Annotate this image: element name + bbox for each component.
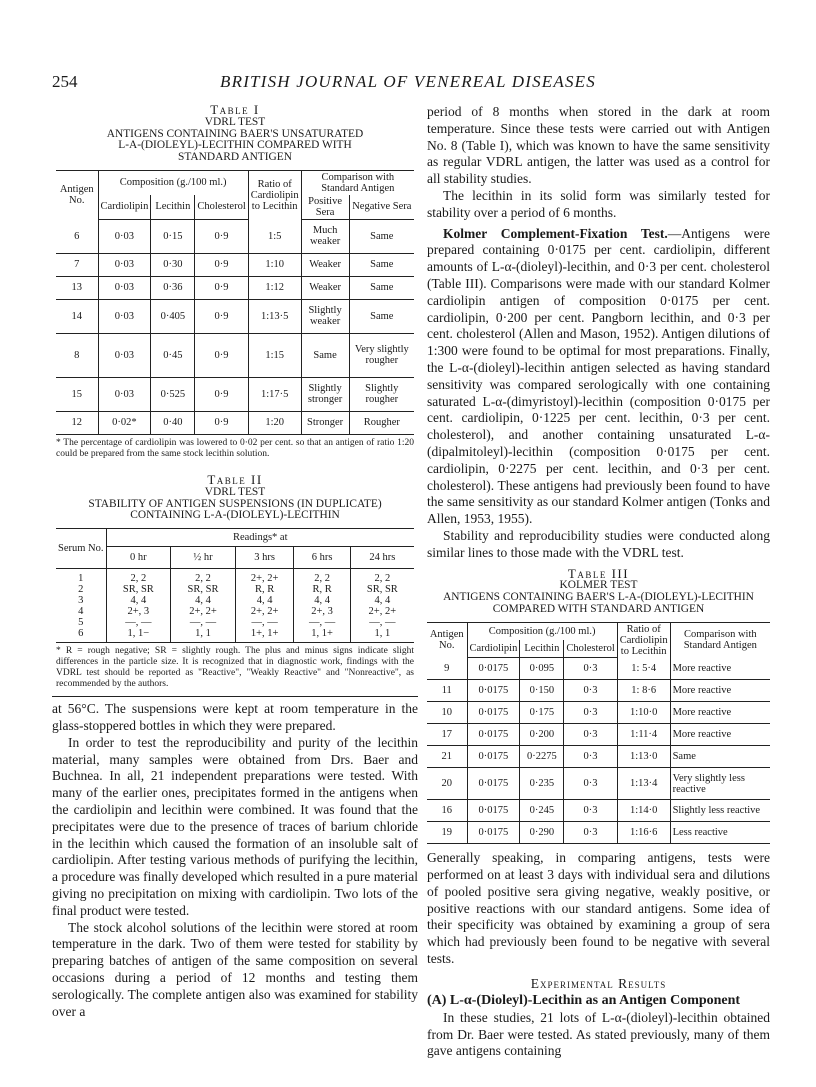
- paragraph: The stock alcohol solutions of the lecithin were stored at room temperature in the dark. Two of them were tested for stability by preparing batches of antigen of the same composition on several occasions during a period of 12 months and testing them serologically. The complete antigen also was examined for stability over a: [52, 919, 418, 1019]
- table-cell: Stronger: [301, 411, 349, 434]
- table-row: [427, 746, 770, 768]
- table-cell: 0·36: [151, 276, 195, 299]
- table1-caption-line: VDRL TEST: [204, 115, 266, 128]
- table-cell: 0·9: [195, 299, 248, 333]
- table-row: [427, 724, 770, 746]
- table-cell: 1:13·4: [617, 768, 670, 800]
- table-cell: 0·45: [151, 333, 195, 377]
- table-cell: Less reactive: [670, 822, 770, 844]
- table3-header-ratio: Ratio of Cardiolipin to Lecithin: [617, 622, 670, 658]
- paragraph-text: —Antigens were prepared containing 0·0175 per cent. cardiolipin, different amounts of L-α-(dioleyl)-lecithin, and 0·3 per cent. cholesterol (Table III). Comparisons were made with our standard Kolmer cardiolipin antigen of composition 0·0175 per cent. cardiolipin, 0·200 per cent. Pangborn lecithin, and 0·3 per cent. cholesterol (Allen and Mason, 1952). Antigen dilutions of 1:300 were found to be optimal for most preparations. Finally, the L-α-(dioleyl)-lecithin antigen selected as having standard sensitivity was compared serologically with one containing saturated L-α-(dimyristoyl)-lecithin (composition 0·0175 per cent. cardiolipin, 0·1225 per cent. lecithin, 0·3 per cent. cholesterol), and another containing unsaturated L-α-(dipalmitoleyl)-lecithin (composition 0·0175 per cent. cardiolipin, 0·2275 per cent. lecithin, and 0·3 per cent. cholesterol). These antigens had previously been found to have the same sensitivity as our standard Kolmer antigen (Tonks and Allen, 1953, 1955).: [427, 225, 770, 527]
- table3-caption-line: KOLMER TEST: [559, 579, 638, 592]
- table3-number: Table III: [567, 565, 630, 581]
- table-cell: 0·3: [564, 658, 617, 680]
- section-heading: Experimental Results: [530, 975, 667, 991]
- table2-time: 0 hr: [106, 547, 171, 569]
- table-row: [427, 680, 770, 702]
- table-cell: 0·9: [195, 219, 248, 253]
- table-cell: Same: [670, 746, 770, 768]
- table-cell: 0·0175: [467, 680, 520, 702]
- table-cell: 1:17·5: [248, 377, 301, 411]
- table-cell: Very slightly rougher: [349, 333, 414, 377]
- table-cell: Rougher: [349, 411, 414, 434]
- table3-caption: [427, 565, 770, 616]
- table-cell: 5: [56, 617, 106, 628]
- table2-time: ½ hr: [171, 547, 236, 569]
- table-cell: 1:13·0: [617, 746, 670, 768]
- table-cell: 2, 2: [171, 569, 236, 585]
- paragraph: In order to test the reproducibility and purity of the lecithin material, many samples were obtained from Drs. Baer and Buchnea. In all, 21 independent preparations were tested. With many of the earlier ones, precipitates formed in the antigens when the cardiolipin and lecithin were combined. It was found that the precipitates were due to the presence of traces of barium chloride in the lecithin which caused the formation of an insoluble salt of cardiolipin. After testing various methods of purifying the lecithin, a procedure was finally developed which resulted in a pure material giving no precipitation on mixing with cardiolipin. Two lots of the final product were tested.: [52, 734, 418, 918]
- table-cell: Same: [301, 333, 349, 377]
- table-cell: 2, 2: [106, 569, 171, 585]
- table-cell: —, —: [235, 617, 294, 628]
- table-cell: 0·03: [98, 299, 151, 333]
- table2-header-serum: Serum No.: [56, 529, 106, 569]
- table-cell: More reactive: [670, 680, 770, 702]
- table-cell: 20: [427, 768, 467, 800]
- table-cell: 4, 4: [235, 595, 294, 606]
- paragraph-heading: Kolmer Complement-Fixation Test.: [443, 225, 668, 241]
- table1-footnote: * The percentage of cardiolipin was lowered to 0·02 per cent. so that an antigen of ratio 1:20 could be prepared from the same stock lecithin solution.: [56, 437, 414, 459]
- table3: [427, 622, 770, 845]
- paragraph: Stability and reproducibility studies were conducted along similar lines to those made with the VDRL test.: [427, 527, 770, 560]
- table-cell: Weaker: [301, 276, 349, 299]
- paragraph: period of 8 months when stored in the dark at room temperature. Since these tests were carried out with Antigen No. 8 (Table I), which was known to have the same sensitivity as regular VDRL antigen, the latter was used as a control for all stability studies.: [427, 104, 770, 187]
- table-cell: 1:15: [248, 333, 301, 377]
- table-cell: —, —: [369, 617, 396, 629]
- table2-time: 24 hrs: [350, 547, 414, 569]
- table-cell: Same: [349, 219, 414, 253]
- table2-caption-line: CONTAINING L-Α-(DIOLEYL)-LECITHIN: [130, 509, 340, 522]
- table-cell: 0·0175: [467, 800, 520, 822]
- table-cell: 1, 1+: [294, 628, 350, 643]
- table-cell: 0·9: [195, 333, 248, 377]
- right-column: [427, 104, 770, 1060]
- table-cell: 0·03: [98, 219, 151, 253]
- table-cell: Slightly weaker: [301, 299, 349, 333]
- table2-caption-line: STABILITY OF ANTIGEN SUSPENSIONS (IN DUPLICATE): [88, 497, 382, 510]
- table-cell: 1:20: [248, 411, 301, 434]
- table-cell: 1: [56, 569, 106, 585]
- table1-header-positive: Positive Sera: [301, 195, 349, 220]
- table-cell: SR, SR: [171, 584, 236, 595]
- table-row: [56, 299, 414, 333]
- table-cell: 0·3: [564, 768, 617, 800]
- table-row: [56, 595, 414, 606]
- table-row: [56, 253, 414, 276]
- paragraph: Generally speaking, in comparing antigens, tests were performed on at least 3 days with individual sera and dilutions of pooled positive sera giving negative, weakly positive, or positive reactions with our standard antigens. Some idea of their specificity was obtained by examining a group of sera which had previously been found to be negative with several tests.: [427, 850, 770, 966]
- table-cell: Same: [349, 253, 414, 276]
- table-cell: 4: [56, 606, 106, 617]
- journal-title: BRITISH JOURNAL OF VENEREAL DISEASES: [220, 72, 596, 91]
- table-row: [56, 411, 414, 434]
- table-row: [56, 628, 414, 643]
- table-cell: 0·02*: [98, 411, 151, 434]
- table-cell: 8: [56, 333, 98, 377]
- table-cell: 0·40: [151, 411, 195, 434]
- table-cell: 0·0175: [467, 746, 520, 768]
- left-column: [52, 104, 418, 1020]
- table-cell: 10: [427, 702, 467, 724]
- table-cell: 14: [56, 299, 98, 333]
- table-cell: 0·150: [520, 680, 564, 702]
- table-cell: SR, SR: [106, 584, 171, 595]
- table-cell: 1, 1: [171, 628, 236, 643]
- divider: [52, 696, 418, 697]
- table-cell: 0·0175: [467, 768, 520, 800]
- table-row: [56, 219, 414, 253]
- table-row: [56, 377, 414, 411]
- table-cell: 0·3: [564, 800, 617, 822]
- table-cell: 0·3: [564, 702, 617, 724]
- table-cell: 0·0175: [467, 702, 520, 724]
- table-cell: Same: [349, 276, 414, 299]
- table2-time: 3 hrs: [235, 547, 294, 569]
- table-cell: 0·245: [520, 800, 564, 822]
- paragraph: at 56°C. The suspensions were kept at room temperature in the glass-stoppered bottles in which they were prepared.: [52, 701, 418, 733]
- table-row: [56, 584, 414, 595]
- table1-header-lecithin: Lecithin: [151, 195, 195, 220]
- table-cell: 1:11·4: [617, 724, 670, 746]
- table-cell: 2+, 2+: [235, 606, 294, 617]
- table-cell: —, —: [294, 617, 350, 628]
- table-cell: 0·290: [520, 822, 564, 844]
- table-cell: 1:10·0: [617, 702, 670, 724]
- table-cell: 0·2275: [520, 746, 564, 768]
- table-cell: 0·0175: [467, 822, 520, 844]
- table1-number: Table I: [210, 102, 260, 117]
- table-cell: Much weaker: [301, 219, 349, 253]
- table-cell: 1:14·0: [617, 800, 670, 822]
- table-cell: 4, 4: [294, 595, 350, 606]
- table-cell: 2, 2: [294, 569, 350, 585]
- paragraph: In these studies, 21 lots of L-α-(dioleyl)-lecithin obtained from Dr. Baer were tested. As stated previously, many of them gave antigens containing: [427, 1009, 770, 1059]
- table1-caption-line: L-Α-(DIOLEYL)-LECITHIN COMPARED WITH: [118, 139, 352, 152]
- table-row: [56, 276, 414, 299]
- table-row: [427, 658, 770, 680]
- table-cell: Same: [349, 299, 414, 333]
- table-cell: 0·3: [564, 746, 617, 768]
- table-cell: 3: [56, 595, 106, 606]
- table-cell: 13: [56, 276, 98, 299]
- table3-header-lecithin: Lecithin: [520, 640, 564, 658]
- table-cell: 0·9: [195, 276, 248, 299]
- table-cell: 0·9: [195, 253, 248, 276]
- table1-header-comparison: Comparison with Standard Antigen: [301, 170, 414, 195]
- table3-header-antigen: Antigen No.: [427, 622, 467, 658]
- table-cell: Slightly less reactive: [670, 800, 770, 822]
- table-cell: 12: [56, 411, 98, 434]
- table-cell: More reactive: [670, 724, 770, 746]
- table-cell: 0·095: [520, 658, 564, 680]
- table2-caption: [52, 471, 418, 522]
- table-cell: 2+, 3: [106, 606, 171, 617]
- table1-header-antigen: Antigen No.: [56, 170, 98, 219]
- table-cell: 2+, 2+: [235, 569, 294, 585]
- table-cell: R, R: [294, 584, 350, 595]
- table1-caption: [52, 104, 418, 164]
- table2-number: Table II: [207, 471, 263, 487]
- table2: [56, 528, 414, 643]
- table-row: [56, 617, 414, 628]
- table-cell: 1:10: [248, 253, 301, 276]
- table-cell: More reactive: [670, 702, 770, 724]
- table-row: [427, 822, 770, 844]
- table-cell: 4, 4: [374, 595, 391, 607]
- table-cell: 0·175: [520, 702, 564, 724]
- table-cell: 16: [427, 800, 467, 822]
- table-cell: 0·3: [564, 822, 617, 844]
- table1-caption-line: ANTIGENS CONTAINING BAER'S UNSATURATED: [106, 127, 364, 140]
- table-cell: —, —: [171, 617, 236, 628]
- table-cell: 0·30: [151, 253, 195, 276]
- table-cell: R, R: [235, 584, 294, 595]
- table-cell: 6: [56, 219, 98, 253]
- table-cell: 4, 4: [106, 595, 171, 606]
- table-cell: 1, 1: [350, 628, 414, 643]
- table-row: [427, 768, 770, 800]
- table-cell: 0·03: [98, 253, 151, 276]
- paragraph: The lecithin in its solid form was similarly tested for stability over a period of 6 months.: [427, 187, 770, 220]
- table-cell: 1:12: [248, 276, 301, 299]
- table-row: [427, 800, 770, 822]
- table-cell: 19: [427, 822, 467, 844]
- table-cell: More reactive: [670, 658, 770, 680]
- table-cell: 17: [427, 724, 467, 746]
- table1-header-composition: Composition (g./100 ml.): [98, 170, 248, 195]
- table3-header-comparison: Comparison with Standard Antigen: [670, 622, 770, 658]
- table-cell: 1:13·5: [248, 299, 301, 333]
- table-cell: 2: [56, 584, 106, 595]
- table2-time: 6 hrs: [294, 547, 350, 569]
- table1: [56, 170, 414, 435]
- table-row: [56, 606, 414, 617]
- table-cell: 9: [427, 658, 467, 680]
- table3-caption-line: ANTIGENS CONTAINING BAER'S L-Α-(DIOLEYL)-LECITHIN: [443, 591, 754, 604]
- table-row: [427, 702, 770, 724]
- table-cell: 0·03: [98, 377, 151, 411]
- table-cell: 0·405: [151, 299, 195, 333]
- paragraph: [427, 226, 770, 528]
- table2-header-readings: Readings* at: [106, 529, 414, 547]
- table3-header-composition: Composition (g./100 ml.): [467, 622, 617, 640]
- table-cell: 6: [56, 628, 106, 643]
- table-cell: 0·200: [520, 724, 564, 746]
- table-cell: 15: [56, 377, 98, 411]
- table-cell: 2+, 2+: [368, 606, 397, 618]
- table-cell: 4, 4: [171, 595, 236, 606]
- table-row: [56, 333, 414, 377]
- table1-header-negative: Negative Sera: [349, 195, 414, 220]
- table-row: [56, 569, 414, 585]
- table-cell: 2, 2: [374, 573, 391, 585]
- page-number: 254: [52, 72, 78, 91]
- table-cell: Weaker: [301, 253, 349, 276]
- table-cell: 1: 5·4: [617, 658, 670, 680]
- table-cell: 0·525: [151, 377, 195, 411]
- table-cell: 0·03: [98, 333, 151, 377]
- table-cell: 7: [56, 253, 98, 276]
- table1-header-cholesterol: Cholesterol: [195, 195, 248, 220]
- subsection-heading: (A) L-α-(Dioleyl)-Lecithin as an Antigen Component: [427, 992, 741, 1008]
- table1-header-ratio: Ratio of Cardiolipin to Lecithin: [248, 170, 301, 219]
- table-cell: 1: 8·6: [617, 680, 670, 702]
- table1-header-cardiolipin: Cardiolipin: [98, 195, 151, 220]
- table1-caption-line: STANDARD ANTIGEN: [178, 151, 292, 164]
- table3-caption-line: COMPARED WITH STANDARD ANTIGEN: [492, 602, 705, 615]
- table3-header-cardiolipin: Cardiolipin: [467, 640, 520, 658]
- table-cell: 1:16·6: [617, 822, 670, 844]
- table-cell: 11: [427, 680, 467, 702]
- table-cell: SR, SR: [366, 584, 398, 596]
- table-cell: 21: [427, 746, 467, 768]
- table-cell: 0·0175: [467, 724, 520, 746]
- table-cell: 0·3: [564, 724, 617, 746]
- table-cell: 1:5: [248, 219, 301, 253]
- table2-caption-line: VDRL TEST: [204, 485, 266, 498]
- table-cell: Slightly rougher: [349, 377, 414, 411]
- running-header: [52, 72, 764, 94]
- table-cell: —, —: [106, 617, 171, 628]
- table3-header-cholesterol: Cholesterol: [564, 640, 617, 658]
- table-cell: Slightly stronger: [301, 377, 349, 411]
- table-cell: 0·03: [98, 276, 151, 299]
- table-cell: 0·235: [520, 768, 564, 800]
- table-cell: 0·9: [195, 411, 248, 434]
- table-cell: 0·15: [151, 219, 195, 253]
- table-cell: 1, 1−: [106, 628, 171, 643]
- table-cell: 0·3: [564, 680, 617, 702]
- table-cell: 0·9: [195, 377, 248, 411]
- table2-footnote: * R = rough negative; SR = slightly rough. The plus and minus signs indicate slight differences in the particle size. It is recognized that in diagnostic work, findings with the VDRL test should be reported as "Reactive", "Weakly Reactive" and "Nonreactive", as recommended by the authors.: [56, 646, 414, 690]
- table-cell: Very slightly less reactive: [670, 768, 770, 800]
- table-cell: 2+, 3: [294, 606, 350, 617]
- table-cell: 0·0175: [467, 658, 520, 680]
- table-cell: 1+, 1+: [235, 628, 294, 643]
- table-cell: 2+, 2+: [171, 606, 236, 617]
